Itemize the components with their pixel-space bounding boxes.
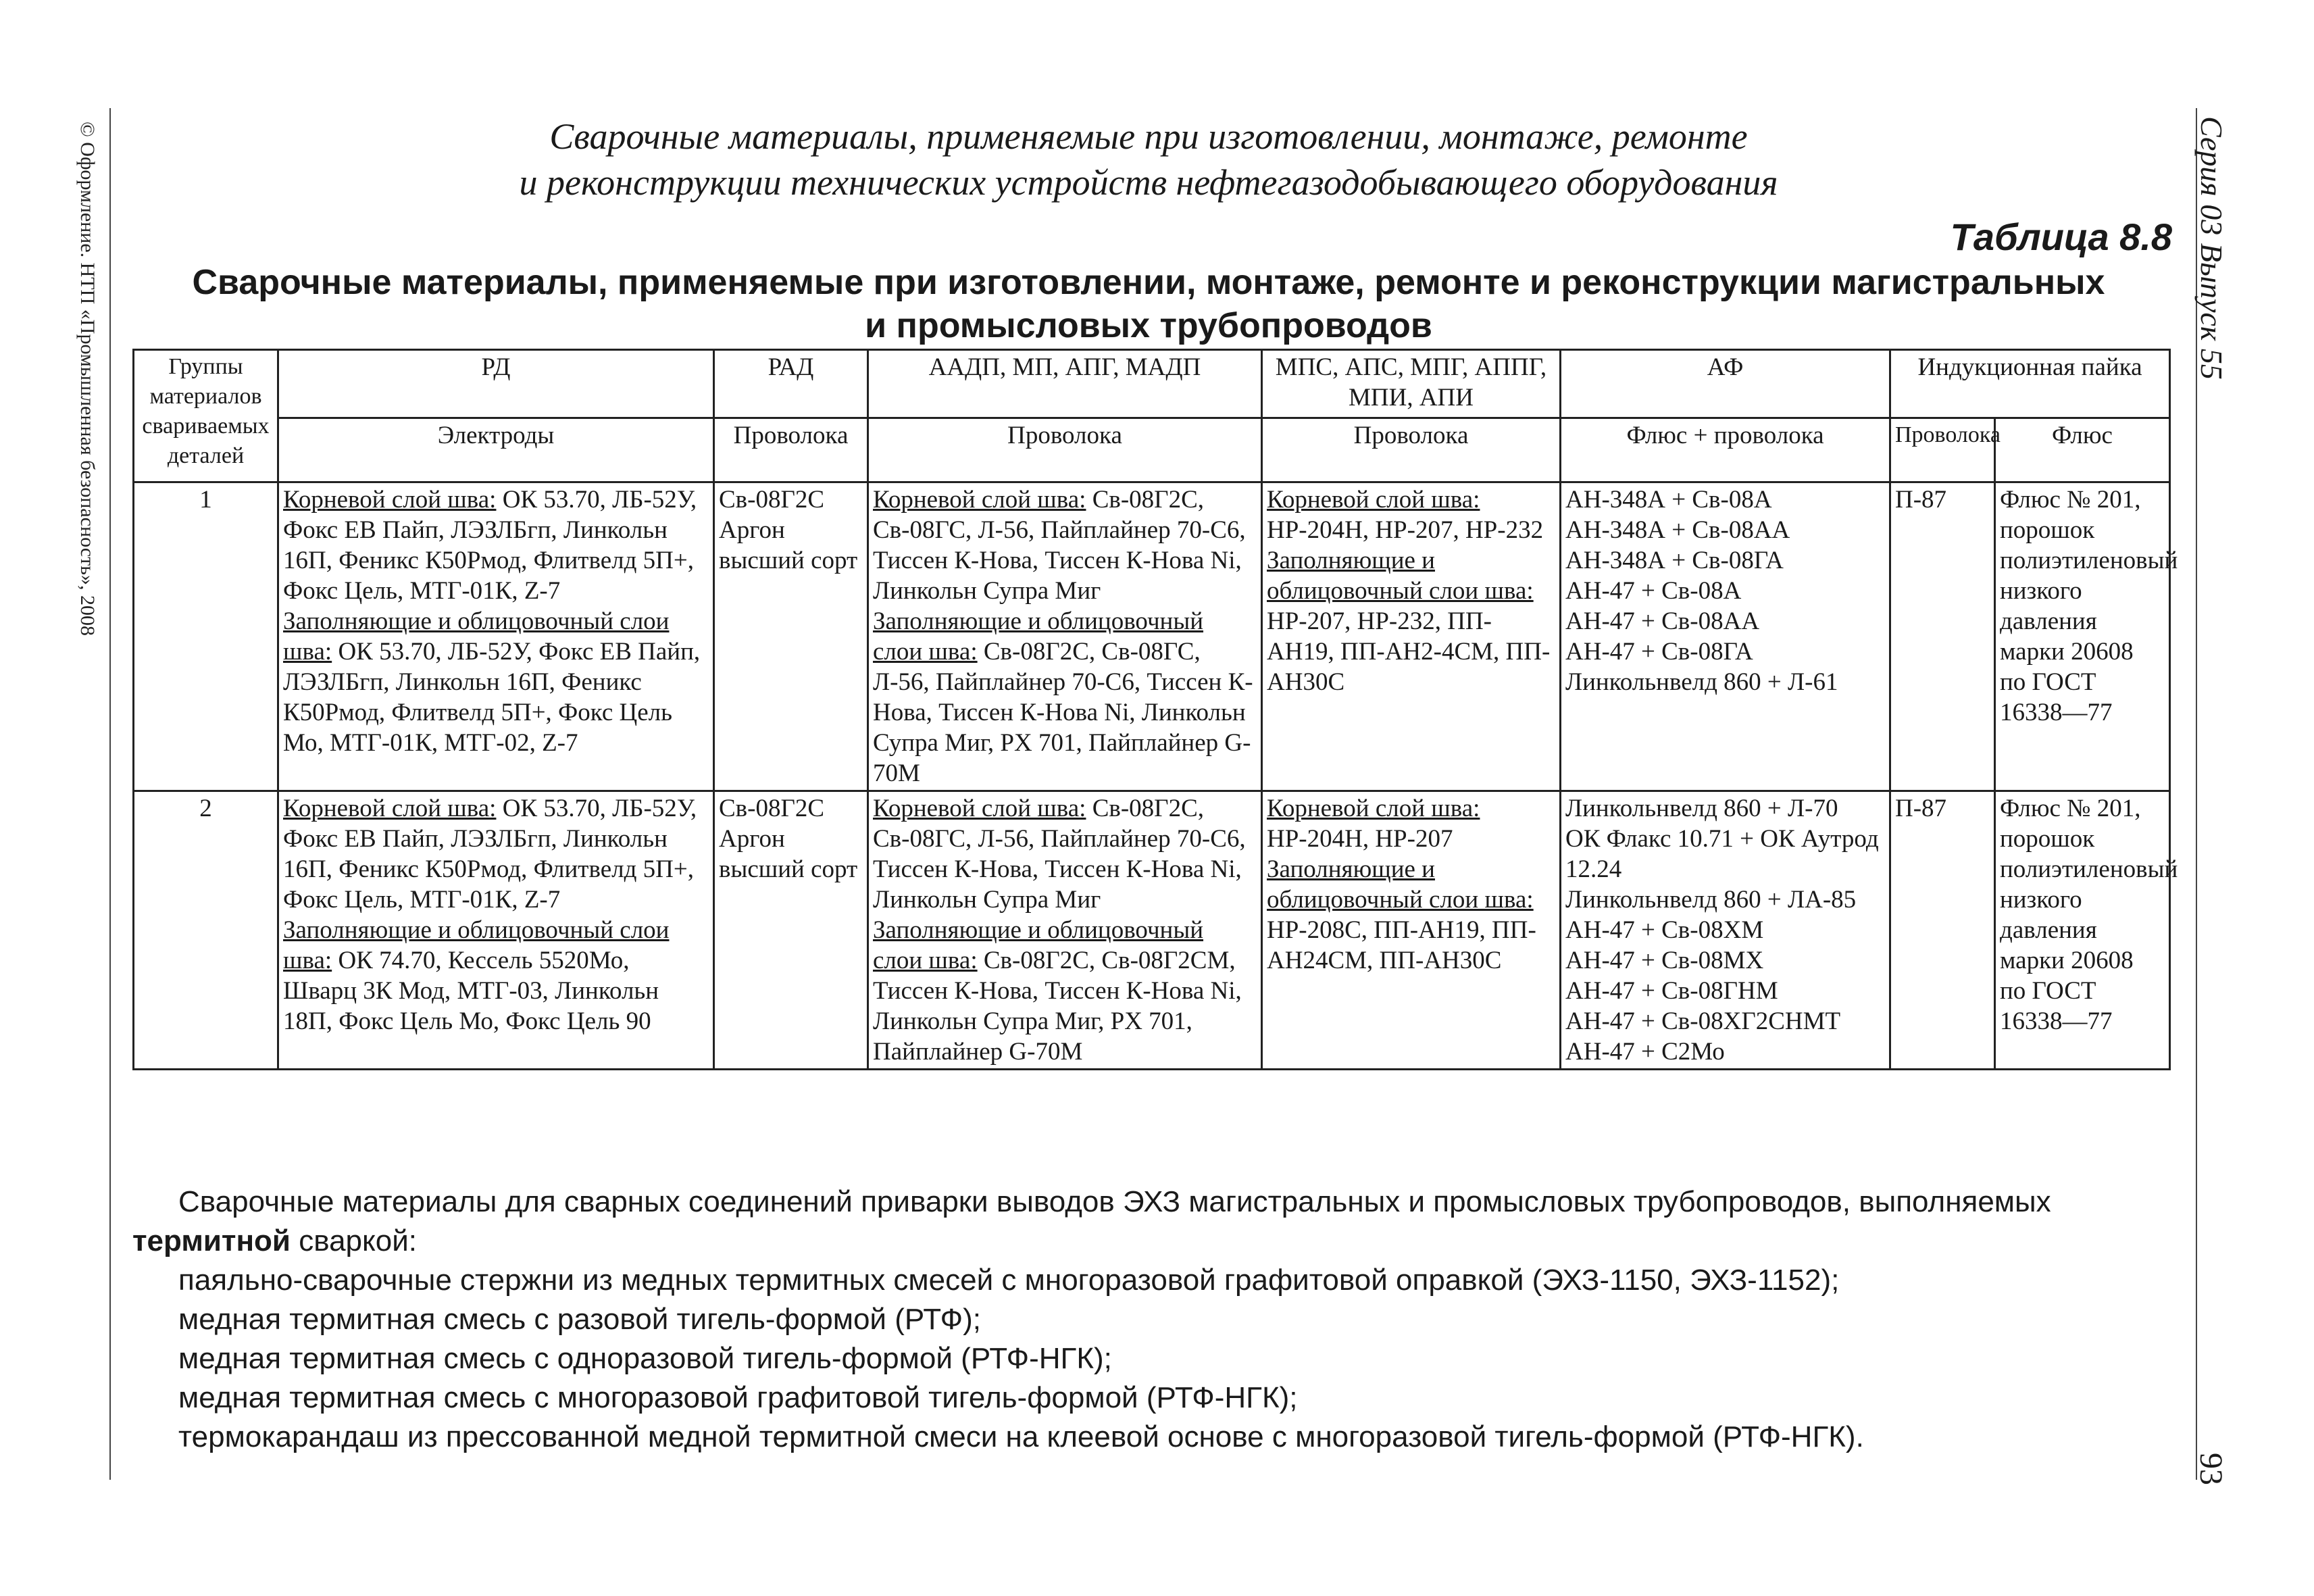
fill-layer-text: ОК 74.70, Кессель 5520Мо, Шварц 3К Мод, МТГ-03, Линкольн 18П, Фокс Цель Мо, Фокс Цель 90 xyxy=(283,947,659,1035)
running-head xyxy=(135,114,2162,205)
header-mps: МПС, АПС, МПГ, АППГ, МПИ, АПИ xyxy=(1262,350,1561,418)
group-cell: 1 xyxy=(134,482,278,791)
header-rad: РАД xyxy=(714,350,868,418)
header-aadp: ААДП, МП, АПГ, МАДП xyxy=(868,350,1262,418)
af-entry: Линкольнвелд 860 + ЛА-85 xyxy=(1565,886,1857,914)
af-entry: АН-47 + Св-08ГНМ xyxy=(1565,977,1778,1005)
af-entry: АН-47 + Св-08АА xyxy=(1565,607,1760,635)
ind-wire-cell: П-87 xyxy=(1890,791,1995,1070)
series-sidebar: Серия 03 Выпуск 55 xyxy=(2194,116,2229,380)
note-intro xyxy=(132,1182,2169,1261)
ind-wire-cell: П-87 xyxy=(1890,482,1995,791)
af-entry: АН-47 + Св-08МХ xyxy=(1565,947,1764,974)
page-number: 93 xyxy=(2193,1453,2229,1485)
note-intro-end: сваркой: xyxy=(290,1224,418,1257)
af-entry: АН-47 + Св-08ХГ2СНМТ xyxy=(1565,1007,1841,1035)
fill-layer-text: НР-208С, ПП-АН19, ПП-АН24СМ, ПП-АН30С xyxy=(1267,916,1536,974)
table-title xyxy=(135,261,2162,347)
af-entry: АН-348А + Св-08ГА xyxy=(1565,547,1784,574)
fill-layer-label: Заполняющие и облицовочный слои шва: xyxy=(1267,547,1534,605)
af-entry: Линкольнвелд 860 + Л-70 xyxy=(1565,795,1838,822)
note-section xyxy=(132,1182,2169,1457)
subheader-flux-wire: Флюс + проволока xyxy=(1561,418,1890,482)
subheader-electrodes: Электроды xyxy=(278,418,714,482)
af-entry: АН-47 + Св-08А xyxy=(1565,577,1742,605)
af-entry: АН-47 + С2Мо xyxy=(1565,1038,1725,1066)
af-cell xyxy=(1561,482,1890,791)
fill-layer-text: Св-08Г2С, Св-08Г2СМ, Тиссен К-Нова, Тиссен К-Нова Ni, Линкольн Супра Миг, PX 701, Пайплайнер G-70M xyxy=(873,947,1242,1066)
note-item: паяльно-сварочные стержни из медных термитных смесей с многоразовой графитовой оправкой (ЭХЗ-1150, ЭХЗ-1152); xyxy=(178,1264,1840,1297)
af-entry: АН-47 + Св-08ГА xyxy=(1565,638,1753,666)
running-head-line2: и реконструкции технических устройств нефтегазодобывающего оборудования xyxy=(519,162,1778,203)
root-layer-text: ОК 53.70, ЛБ-52У, Фокс ЕВ Пайп, ЛЭЗЛБгп, Линкольн 16П, Феникс К50Рмод, Флитвелд 5П+, Фокс Цель, МТГ-01К, Z-7 xyxy=(283,486,697,605)
table-row xyxy=(134,791,2170,1070)
af-entry: АН-348А + Св-08АА xyxy=(1565,516,1790,544)
root-layer-label: Корневой слой шва: xyxy=(283,486,497,514)
fill-layer-label: Заполняющие и облицовочный слои шва: xyxy=(283,916,670,974)
root-layer-text: ОК 53.70, ЛБ-52У, Фокс ЕВ Пайп, ЛЭЗЛБгп, Линкольн 16П, Феникс К50Рмод, Флитвелд 5П+, Фокс Цель, МТГ-01К, Z-7 xyxy=(283,795,697,914)
fill-layer-label: Заполняющие и облицовочный слои шва: xyxy=(873,916,1204,974)
fill-layer-label: Заполняющие и облицовочный слои шва: xyxy=(283,607,670,666)
left-margin-rule xyxy=(109,108,111,1480)
table-title-line1: Сварочные материалы, применяемые при изготовлении, монтаже, ремонте и реконструкции магистральных xyxy=(192,263,2105,302)
header-induction: Индукционная пайка xyxy=(1890,350,2170,418)
mps-cell xyxy=(1262,791,1561,1070)
welding-materials-table xyxy=(132,349,2178,1070)
fill-layer-text: НР-207, НР-232, ПП-АН19, ПП-АН2-4СМ, ПП-АН30С xyxy=(1267,607,1551,696)
rad-cell: Св-08Г2С Аргон высший сорт xyxy=(714,791,868,1070)
root-layer-text: НР-204Н, НР-207 xyxy=(1267,825,1453,853)
aadp-cell xyxy=(868,482,1262,791)
fill-layer-label: Заполняющие и облицовочный слои шва: xyxy=(1267,855,1534,914)
root-layer-label: Корневой слой шва: xyxy=(1267,486,1480,514)
af-entry: Линкольнвелд 860 + Л-61 xyxy=(1565,668,1838,696)
note-item: медная термитная смесь с разовой тигель-формой (РТФ); xyxy=(178,1303,981,1336)
rd-cell xyxy=(278,791,714,1070)
root-layer-label: Корневой слой шва: xyxy=(1267,795,1480,822)
ind-flux-cell: Флюс № 201, порошок полиэтиленовый низкого давления марки 20608 по ГОСТ 16338—77 xyxy=(1995,791,2170,1070)
ind-flux-cell: Флюс № 201, порошок полиэтиленовый низкого давления марки 20608 по ГОСТ 16338—77 xyxy=(1995,482,2170,791)
group-cell: 2 xyxy=(134,791,278,1070)
aadp-cell xyxy=(868,791,1262,1070)
root-layer-text: Св-08Г2С, Св-08ГС, Л-56, Пайплайнер 70-С6, Тиссен К-Нова, Тиссен К-Нова Ni, Линкольн Супра Миг xyxy=(873,795,1246,914)
af-entry: ОК Флакс 10.71 + ОК Аутрод 12.24 xyxy=(1565,825,1879,883)
subheader-rad-wire: Проволока xyxy=(714,418,868,482)
header-af: АФ xyxy=(1561,350,1890,418)
subheader-aadp-wire: Проволока xyxy=(868,418,1262,482)
root-layer-text: НР-204Н, НР-207, НР-232 xyxy=(1267,516,1544,544)
fill-layer-text: ОК 53.70, ЛБ-52У, Фокс ЕВ Пайп, ЛЭЗЛБгп, Линкольн 16П, Феникс К50Рмод, Флитвелд 5П+, Фокс Цель Мо, МТГ-01К, МТГ-02, Z-7 xyxy=(283,638,701,757)
subheader-mps-wire: Проволока xyxy=(1262,418,1561,482)
table-row xyxy=(134,482,2170,791)
table-number: Таблица 8.8 xyxy=(1950,216,2172,258)
rad-cell: Св-08Г2С Аргон высший сорт xyxy=(714,482,868,791)
af-entry: АН-47 + Св-08ХМ xyxy=(1565,916,1764,944)
table-title-line2: и промысловых трубопроводов xyxy=(865,306,1432,345)
header-row-2 xyxy=(134,418,2170,482)
note-intro-bold: термитной xyxy=(132,1224,291,1257)
subheader-ind-wire: Проволока xyxy=(1890,418,1995,482)
root-layer-label: Корневой слой шва: xyxy=(873,486,1086,514)
note-intro-text: Сварочные материалы для сварных соединений приварки выводов ЭХЗ магистральных и промысловых трубопроводов, выполняемых xyxy=(178,1185,2051,1218)
running-head-line1: Сварочные материалы, применяемые при изготовлении, монтаже, ремонте xyxy=(549,116,1748,157)
note-item: медная термитная смесь с одноразовой тигель-формой (РТФ-НГК); xyxy=(178,1342,1112,1375)
af-entry: АН-348А + Св-08А xyxy=(1565,486,1772,514)
header-rd: РД xyxy=(278,350,714,418)
root-layer-label: Корневой слой шва: xyxy=(283,795,497,822)
header-group: Группы материалов свариваемых деталей xyxy=(134,350,278,482)
rd-cell xyxy=(278,482,714,791)
subheader-ind-flux: Флюс xyxy=(1995,418,2170,482)
note-item: термокарандаш из прессованной медной термитной смеси на клеевой основе с многоразовой тигель-формой (РТФ-НГК). xyxy=(178,1420,1864,1453)
root-layer-label: Корневой слой шва: xyxy=(873,795,1086,822)
af-cell xyxy=(1561,791,1890,1070)
copyright-sidebar: © Оформление. НТП «Промышленная безопасность», 2008 xyxy=(76,122,99,636)
note-item: медная термитная смесь с многоразовой графитовой тигель-формой (РТФ-НГК); xyxy=(178,1381,1298,1414)
fill-layer-text: Св-08Г2С, Св-08ГС, Л-56, Пайплайнер 70-С6, Тиссен К-Нова, Тиссен К-Нова Ni, Линкольн Супра Миг, PX 701, Пайплайнер G-70M xyxy=(873,638,1253,787)
fill-layer-label: Заполняющие и облицовочный слои шва: xyxy=(873,607,1204,666)
root-layer-text: Св-08Г2С, Св-08ГС, Л-56, Пайплайнер 70-С6, Тиссен К-Нова, Тиссен К-Нова Ni, Линкольн Супра Миг xyxy=(873,486,1246,605)
header-row-1 xyxy=(134,350,2170,418)
mps-cell xyxy=(1262,482,1561,791)
